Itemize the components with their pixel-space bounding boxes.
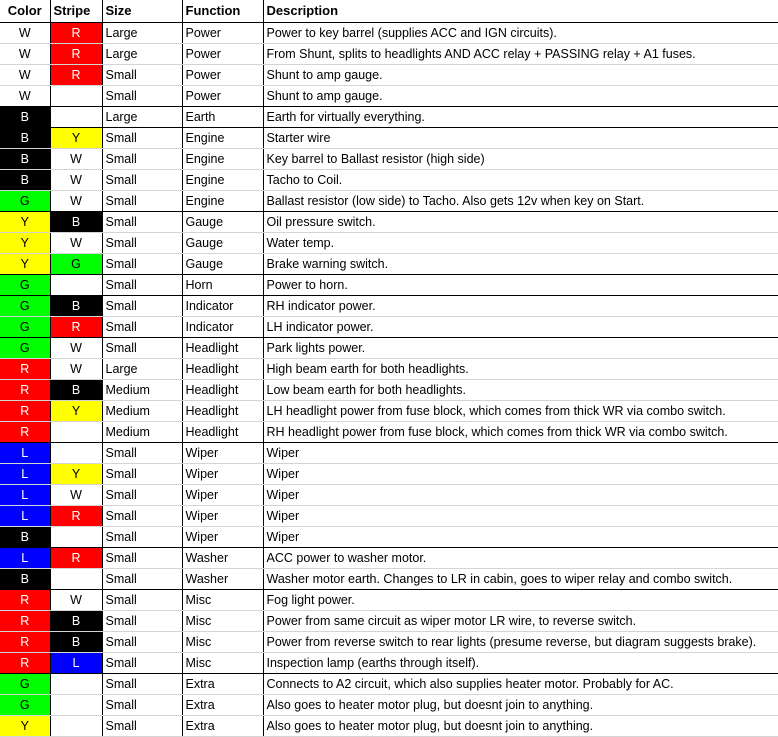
color-cell: B (0, 127, 50, 148)
color-cell: L (0, 505, 50, 526)
description-cell: LH indicator power. (263, 316, 778, 337)
size-cell: Small (102, 652, 182, 673)
function-cell: Power (182, 64, 263, 85)
stripe-cell: R (50, 316, 102, 337)
size-cell: Small (102, 232, 182, 253)
stripe-cell: W (50, 148, 102, 169)
function-cell: Misc (182, 652, 263, 673)
color-cell: R (0, 652, 50, 673)
description-cell: Low beam earth for both headlights. (263, 379, 778, 400)
description-cell: Wiper (263, 505, 778, 526)
function-cell: Engine (182, 127, 263, 148)
color-cell: W (0, 85, 50, 106)
table-row (0, 169, 778, 190)
size-cell: Large (102, 358, 182, 379)
table-row (0, 148, 778, 169)
header-size: Size (102, 0, 182, 22)
description-cell: Earth for virtually everything. (263, 106, 778, 127)
function-cell: Earth (182, 106, 263, 127)
stripe-cell: W (50, 190, 102, 211)
size-cell: Small (102, 211, 182, 232)
header-description: Description (263, 0, 778, 22)
color-cell: G (0, 694, 50, 715)
color-cell: G (0, 337, 50, 358)
function-cell: Power (182, 85, 263, 106)
description-cell: Park lights power. (263, 337, 778, 358)
description-cell: Power to horn. (263, 274, 778, 295)
stripe-cell: B (50, 295, 102, 316)
header-color: Color (0, 0, 50, 22)
function-cell: Wiper (182, 505, 263, 526)
stripe-cell (50, 421, 102, 442)
function-cell: Extra (182, 715, 263, 736)
description-cell: Inspection lamp (earths through itself). (263, 652, 778, 673)
size-cell: Small (102, 526, 182, 547)
color-cell: L (0, 442, 50, 463)
function-cell: Power (182, 22, 263, 43)
stripe-cell (50, 442, 102, 463)
stripe-cell: B (50, 631, 102, 652)
size-cell: Large (102, 106, 182, 127)
description-cell: Starter wire (263, 127, 778, 148)
stripe-cell (50, 274, 102, 295)
size-cell: Small (102, 673, 182, 694)
table-row (0, 253, 778, 274)
function-cell: Misc (182, 631, 263, 652)
description-cell: Fog light power. (263, 589, 778, 610)
function-cell: Wiper (182, 526, 263, 547)
table-row (0, 274, 778, 295)
color-cell: L (0, 484, 50, 505)
table-row (0, 400, 778, 421)
stripe-cell: W (50, 358, 102, 379)
stripe-cell: R (50, 22, 102, 43)
stripe-cell (50, 85, 102, 106)
color-cell: W (0, 43, 50, 64)
description-cell: Power from reverse switch to rear lights (presume reverse, but diagram suggests brake). (263, 631, 778, 652)
table-row (0, 127, 778, 148)
stripe-cell (50, 526, 102, 547)
color-cell: R (0, 421, 50, 442)
size-cell: Medium (102, 379, 182, 400)
size-cell: Small (102, 589, 182, 610)
stripe-cell: Y (50, 463, 102, 484)
table-row (0, 505, 778, 526)
description-cell: Shunt to amp gauge. (263, 64, 778, 85)
color-cell: G (0, 316, 50, 337)
stripe-cell: G (50, 253, 102, 274)
description-cell: RH indicator power. (263, 295, 778, 316)
stripe-cell: W (50, 337, 102, 358)
function-cell: Indicator (182, 316, 263, 337)
color-cell: G (0, 673, 50, 694)
description-cell: Oil pressure switch. (263, 211, 778, 232)
description-cell: Brake warning switch. (263, 253, 778, 274)
function-cell: Indicator (182, 295, 263, 316)
color-cell: R (0, 589, 50, 610)
color-cell: B (0, 568, 50, 589)
stripe-cell: R (50, 64, 102, 85)
table-row (0, 211, 778, 232)
function-cell: Headlight (182, 358, 263, 379)
function-cell: Wiper (182, 484, 263, 505)
description-cell: ACC power to washer motor. (263, 547, 778, 568)
table-row (0, 106, 778, 127)
color-cell: B (0, 148, 50, 169)
color-cell: Y (0, 253, 50, 274)
header-row (0, 0, 778, 22)
table-row (0, 589, 778, 610)
description-cell: Connects to A2 circuit, which also supplies heater motor. Probably for AC. (263, 673, 778, 694)
description-cell: Shunt to amp gauge. (263, 85, 778, 106)
size-cell: Small (102, 295, 182, 316)
size-cell: Large (102, 22, 182, 43)
size-cell: Medium (102, 400, 182, 421)
stripe-cell: R (50, 505, 102, 526)
function-cell: Gauge (182, 232, 263, 253)
stripe-cell: W (50, 484, 102, 505)
function-cell: Engine (182, 148, 263, 169)
stripe-cell (50, 694, 102, 715)
function-cell: Engine (182, 190, 263, 211)
table-row (0, 442, 778, 463)
color-cell: Y (0, 232, 50, 253)
size-cell: Small (102, 337, 182, 358)
function-cell: Extra (182, 673, 263, 694)
stripe-cell: Y (50, 127, 102, 148)
color-cell: G (0, 190, 50, 211)
size-cell: Small (102, 568, 182, 589)
function-cell: Headlight (182, 400, 263, 421)
stripe-cell (50, 673, 102, 694)
size-cell: Medium (102, 421, 182, 442)
table-row (0, 610, 778, 631)
stripe-cell: W (50, 232, 102, 253)
color-cell: W (0, 64, 50, 85)
table-row (0, 484, 778, 505)
size-cell: Small (102, 127, 182, 148)
table-row (0, 190, 778, 211)
table-row (0, 421, 778, 442)
table-row (0, 316, 778, 337)
table-row (0, 358, 778, 379)
function-cell: Horn (182, 274, 263, 295)
size-cell: Small (102, 190, 182, 211)
stripe-cell: W (50, 169, 102, 190)
stripe-cell (50, 568, 102, 589)
color-cell: R (0, 379, 50, 400)
description-cell: Wiper (263, 526, 778, 547)
table-body (0, 22, 778, 736)
size-cell: Large (102, 43, 182, 64)
function-cell: Headlight (182, 421, 263, 442)
table-row (0, 337, 778, 358)
stripe-cell: W (50, 589, 102, 610)
color-cell: G (0, 295, 50, 316)
size-cell: Small (102, 148, 182, 169)
description-cell: Ballast resistor (low side) to Tacho. Also gets 12v when key on Start. (263, 190, 778, 211)
header-function: Function (182, 0, 263, 22)
color-cell: L (0, 463, 50, 484)
size-cell: Small (102, 316, 182, 337)
function-cell: Headlight (182, 379, 263, 400)
function-cell: Washer (182, 568, 263, 589)
description-cell: Power from same circuit as wiper motor LR wire, to reverse switch. (263, 610, 778, 631)
color-cell: L (0, 547, 50, 568)
size-cell: Small (102, 274, 182, 295)
table-row (0, 547, 778, 568)
function-cell: Washer (182, 547, 263, 568)
description-cell: Also goes to heater motor plug, but doesnt join to anything. (263, 694, 778, 715)
header-stripe: Stripe (50, 0, 102, 22)
size-cell: Small (102, 631, 182, 652)
size-cell: Small (102, 253, 182, 274)
description-cell: RH headlight power from fuse block, which comes from thick WR via combo switch. (263, 421, 778, 442)
table-row (0, 652, 778, 673)
size-cell: Small (102, 694, 182, 715)
description-cell: From Shunt, splits to headlights AND ACC relay + PASSING relay + A1 fuses. (263, 43, 778, 64)
table-row (0, 64, 778, 85)
table-row (0, 22, 778, 43)
size-cell: Small (102, 610, 182, 631)
description-cell: Also goes to heater motor plug, but doesnt join to anything. (263, 715, 778, 736)
color-cell: R (0, 610, 50, 631)
table-row (0, 631, 778, 652)
stripe-cell: Y (50, 400, 102, 421)
table-row (0, 43, 778, 64)
description-cell: Wiper (263, 484, 778, 505)
size-cell: Small (102, 463, 182, 484)
stripe-cell (50, 106, 102, 127)
color-cell: B (0, 106, 50, 127)
stripe-cell: B (50, 610, 102, 631)
size-cell: Small (102, 64, 182, 85)
description-cell: Washer motor earth. Changes to LR in cabin, goes to wiper relay and combo switch. (263, 568, 778, 589)
table-row (0, 715, 778, 736)
stripe-cell: R (50, 43, 102, 64)
function-cell: Power (182, 43, 263, 64)
size-cell: Small (102, 169, 182, 190)
table-row (0, 568, 778, 589)
function-cell: Gauge (182, 211, 263, 232)
color-cell: R (0, 400, 50, 421)
description-cell: Wiper (263, 442, 778, 463)
description-cell: Key barrel to Ballast resistor (high side) (263, 148, 778, 169)
function-cell: Headlight (182, 337, 263, 358)
description-cell: Tacho to Coil. (263, 169, 778, 190)
color-cell: B (0, 169, 50, 190)
stripe-cell: B (50, 211, 102, 232)
color-cell: W (0, 22, 50, 43)
description-cell: Water temp. (263, 232, 778, 253)
color-cell: B (0, 526, 50, 547)
size-cell: Small (102, 547, 182, 568)
function-cell: Engine (182, 169, 263, 190)
table-row (0, 673, 778, 694)
table-row (0, 463, 778, 484)
table-row (0, 526, 778, 547)
color-cell: Y (0, 211, 50, 232)
size-cell: Small (102, 484, 182, 505)
function-cell: Misc (182, 589, 263, 610)
description-cell: Power to key barrel (supplies ACC and IGN circuits). (263, 22, 778, 43)
size-cell: Small (102, 715, 182, 736)
function-cell: Gauge (182, 253, 263, 274)
function-cell: Extra (182, 694, 263, 715)
stripe-cell: R (50, 547, 102, 568)
stripe-cell (50, 715, 102, 736)
size-cell: Small (102, 85, 182, 106)
function-cell: Misc (182, 610, 263, 631)
stripe-cell: L (50, 652, 102, 673)
color-cell: R (0, 631, 50, 652)
function-cell: Wiper (182, 463, 263, 484)
table-row (0, 85, 778, 106)
color-cell: R (0, 358, 50, 379)
table-row (0, 232, 778, 253)
table-row (0, 379, 778, 400)
table-row (0, 295, 778, 316)
description-cell: LH headlight power from fuse block, which comes from thick WR via combo switch. (263, 400, 778, 421)
function-cell: Wiper (182, 442, 263, 463)
color-cell: Y (0, 715, 50, 736)
description-cell: Wiper (263, 463, 778, 484)
table-row (0, 694, 778, 715)
size-cell: Small (102, 505, 182, 526)
color-cell: G (0, 274, 50, 295)
description-cell: High beam earth for both headlights. (263, 358, 778, 379)
stripe-cell: B (50, 379, 102, 400)
size-cell: Small (102, 442, 182, 463)
